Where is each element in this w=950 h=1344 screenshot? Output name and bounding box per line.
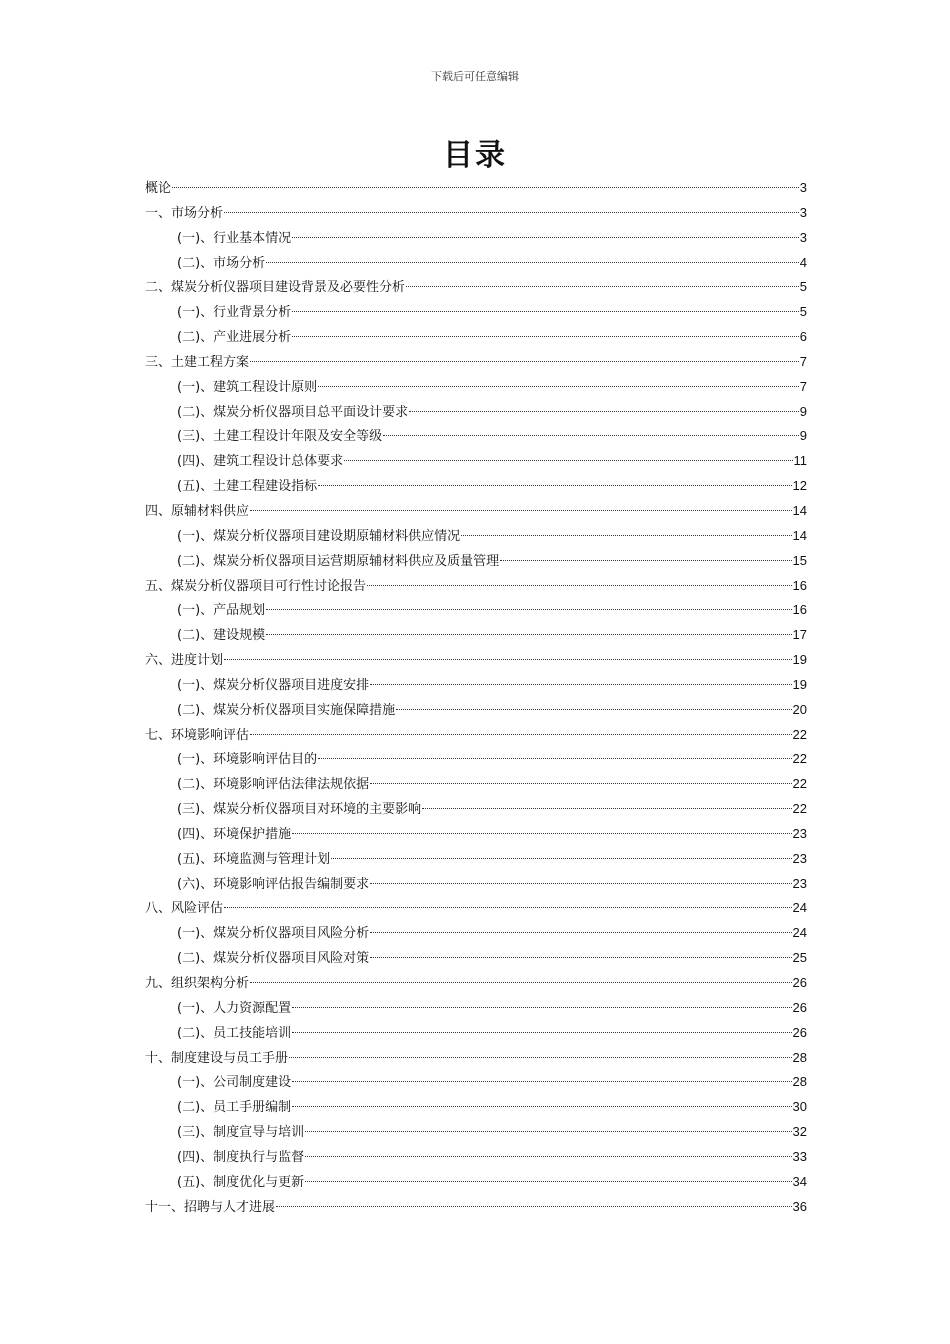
toc-entry[interactable] <box>145 1170 807 1195</box>
toc-entry[interactable] <box>145 1021 807 1046</box>
dot-leader <box>305 1181 791 1182</box>
toc-entry[interactable] <box>145 1145 807 1170</box>
toc-entry-label[interactable]: (四)、制度执行与监督 <box>177 1149 305 1165</box>
toc-entry-label[interactable]: (一)、人力资源配置 <box>177 1000 292 1016</box>
toc-page-number[interactable]: 5 <box>799 279 807 295</box>
dot-leader <box>383 435 799 436</box>
toc-page-number[interactable]: 22 <box>792 776 807 792</box>
dot-leader <box>292 833 791 834</box>
toc-entry[interactable] <box>145 822 807 847</box>
toc-page-number[interactable]: 6 <box>799 329 807 345</box>
dot-leader <box>250 510 792 511</box>
toc-entry-label[interactable]: (二)、环境影响评估法律法规依据 <box>177 777 370 793</box>
toc-entry-label[interactable]: (二)、建设规模 <box>177 628 266 644</box>
toc-entry[interactable] <box>145 1095 807 1120</box>
toc-page-number[interactable]: 22 <box>792 801 807 817</box>
dot-leader <box>422 808 791 809</box>
toc-entry-label[interactable]: (二)、产业进展分析 <box>177 330 292 346</box>
toc-entry-label[interactable]: (二)、煤炭分析仪器项目运营期原辅材料供应及质量管理 <box>177 553 500 569</box>
toc-page-number[interactable]: 3 <box>799 204 807 220</box>
toc-entry[interactable] <box>145 524 807 549</box>
toc-page-number[interactable]: 19 <box>792 676 807 692</box>
toc-entry[interactable] <box>145 673 807 698</box>
dot-leader <box>396 709 791 710</box>
dot-leader <box>250 361 799 362</box>
dot-leader <box>292 1007 791 1008</box>
toc-page-number[interactable]: 23 <box>792 825 807 841</box>
toc-page-number[interactable]: 9 <box>799 428 807 444</box>
toc-page-number[interactable]: 14 <box>792 502 807 518</box>
toc-entry[interactable] <box>145 449 807 474</box>
dot-leader <box>292 1032 791 1033</box>
toc-entry-label[interactable]: (二)、员工手册编制 <box>177 1100 292 1116</box>
toc-entry[interactable] <box>145 946 807 971</box>
dot-leader <box>172 187 799 188</box>
toc-page-number[interactable]: 26 <box>792 999 807 1015</box>
toc-entry-label[interactable]: (四)、环境保护措施 <box>177 826 292 842</box>
toc-page-number[interactable]: 4 <box>799 254 807 270</box>
toc-page-number[interactable]: 32 <box>792 1124 807 1140</box>
toc-entry[interactable] <box>145 251 807 276</box>
toc-page-number[interactable]: 23 <box>792 875 807 891</box>
toc-page-number[interactable]: 24 <box>792 925 807 941</box>
dot-leader <box>266 634 791 635</box>
dot-leader <box>370 957 791 958</box>
toc-entry[interactable] <box>145 921 807 946</box>
toc-page-number[interactable]: 17 <box>792 627 807 643</box>
toc-entry-label[interactable]: 一、市场分析 <box>145 205 224 221</box>
toc-entry[interactable] <box>145 723 807 748</box>
toc-page-number[interactable]: 16 <box>792 577 807 593</box>
toc-entry-label[interactable]: 九、组织架构分析 <box>145 976 250 991</box>
toc-entry[interactable] <box>145 549 807 574</box>
dot-leader <box>292 1106 791 1107</box>
toc-page-number[interactable]: 3 <box>799 229 807 245</box>
toc-page-number[interactable]: 36 <box>792 1198 807 1214</box>
toc-entry[interactable] <box>145 1046 807 1071</box>
toc-page-number[interactable]: 22 <box>792 751 807 767</box>
toc-entry[interactable] <box>145 226 807 251</box>
dot-leader <box>292 336 799 337</box>
toc-entry-label[interactable]: (一)、煤炭分析仪器项目进度安排 <box>177 677 370 693</box>
toc-entry-label[interactable]: (一)、环境影响评估目的 <box>177 752 318 768</box>
toc-entry[interactable] <box>145 375 807 400</box>
toc-entry[interactable] <box>145 424 807 449</box>
toc-entry-label[interactable]: 二、煤炭分析仪器项目建设背景及必要性分析 <box>145 280 406 296</box>
toc-page-number[interactable]: 20 <box>792 701 807 717</box>
toc-entry-label[interactable]: 概论 <box>145 181 172 196</box>
toc-page-number[interactable]: 28 <box>792 1074 807 1090</box>
toc-entry-label[interactable]: (三)、土建工程设计年限及安全等级 <box>177 429 383 445</box>
toc-entry[interactable] <box>145 648 807 673</box>
toc-entry[interactable] <box>145 797 807 822</box>
toc-page-number[interactable]: 28 <box>792 1049 807 1065</box>
toc-entry[interactable] <box>145 325 807 350</box>
toc-entry-label[interactable]: (三)、煤炭分析仪器项目对环境的主要影响 <box>177 802 422 818</box>
dot-leader <box>318 485 791 486</box>
dot-leader <box>370 684 791 685</box>
toc-entry[interactable] <box>145 400 807 425</box>
toc-page-number[interactable]: 5 <box>799 304 807 320</box>
toc-entry-label[interactable]: (三)、制度宣导与培训 <box>177 1125 305 1141</box>
toc-entry-label[interactable]: (二)、市场分析 <box>177 255 266 271</box>
dot-leader <box>276 1206 792 1207</box>
dot-leader <box>224 659 792 660</box>
toc-entry[interactable] <box>145 499 807 524</box>
toc-page-number[interactable]: 9 <box>799 403 807 419</box>
toc-entry[interactable] <box>145 747 807 772</box>
toc-page-number[interactable]: 22 <box>792 726 807 742</box>
toc-page-number[interactable]: 33 <box>792 1148 807 1164</box>
toc-entry-label[interactable]: (六)、环境影响评估报告编制要求 <box>177 876 370 892</box>
dot-leader <box>266 609 791 610</box>
toc-page-number[interactable]: 14 <box>792 527 807 543</box>
dot-leader <box>318 758 791 759</box>
toc-entry-label[interactable]: (二)、煤炭分析仪器项目实施保障措施 <box>177 702 396 718</box>
dot-leader <box>344 460 792 461</box>
toc-entry-label[interactable]: (一)、煤炭分析仪器项目风险分析 <box>177 926 370 942</box>
toc-entry[interactable] <box>145 598 807 623</box>
toc-entry[interactable] <box>145 896 807 921</box>
toc-entry-label[interactable]: (一)、行业基本情况 <box>177 230 292 246</box>
toc-entry-label[interactable]: (二)、煤炭分析仪器项目总平面设计要求 <box>177 404 409 420</box>
toc-entry-label[interactable]: (一)、行业背景分析 <box>177 305 292 321</box>
toc-entry-label[interactable]: (五)、土建工程建设指标 <box>177 479 318 495</box>
toc-entry-label[interactable]: 三、土建工程方案 <box>145 354 250 370</box>
dot-leader <box>500 560 791 561</box>
toc-entry-label[interactable]: 四、原辅材料供应 <box>145 503 250 519</box>
toc-entry-label[interactable]: 十一、招聘与人才进展 <box>145 1199 276 1215</box>
toc-page-number[interactable]: 12 <box>792 478 807 494</box>
toc-page-number[interactable]: 23 <box>792 850 807 866</box>
toc-entry-label[interactable]: 十、制度建设与员工手册 <box>145 1050 289 1066</box>
toc-entry-label[interactable]: 七、环境影响评估 <box>145 727 250 743</box>
dot-leader <box>409 411 799 412</box>
toc-page-number[interactable]: 11 <box>793 453 807 469</box>
dot-leader <box>305 1156 791 1157</box>
dot-leader <box>292 311 799 312</box>
toc-entry[interactable] <box>145 350 807 375</box>
toc-page-number[interactable]: 15 <box>792 552 807 568</box>
toc-entry-label[interactable]: (二)、煤炭分析仪器项目风险对策 <box>177 951 370 967</box>
toc-entry-label[interactable]: 六、进度计划 <box>145 653 224 669</box>
toc-entry-label[interactable]: (一)、公司制度建设 <box>177 1075 292 1091</box>
toc-page-number[interactable]: 34 <box>792 1173 807 1189</box>
toc-entry-label[interactable]: (二)、员工技能培训 <box>177 1025 292 1041</box>
toc-page-number[interactable]: 26 <box>792 975 807 990</box>
toc-entry-label[interactable]: (五)、制度优化与更新 <box>177 1174 305 1190</box>
toc-page-number[interactable]: 7 <box>799 353 807 369</box>
dot-leader <box>292 1081 791 1082</box>
dot-leader <box>266 262 799 263</box>
toc-entry-label[interactable]: 八、风险评估 <box>145 901 224 917</box>
dot-leader <box>250 982 792 983</box>
toc-entry[interactable] <box>145 474 807 499</box>
toc-entry-label[interactable]: 五、煤炭分析仪器项目可行性讨论报告 <box>145 578 367 594</box>
toc-entry[interactable] <box>145 996 807 1021</box>
toc-entry-label[interactable]: (四)、建筑工程设计总体要求 <box>177 454 344 470</box>
dot-leader <box>318 386 799 387</box>
dot-leader <box>289 1057 792 1058</box>
dot-leader <box>331 858 791 859</box>
toc-entry[interactable] <box>145 574 807 599</box>
dot-leader <box>224 212 799 213</box>
dot-leader <box>370 883 791 884</box>
dot-leader <box>292 237 799 238</box>
dot-leader <box>461 535 791 536</box>
toc-title: 目录 <box>443 138 507 173</box>
dot-leader <box>367 585 792 586</box>
toc-entry[interactable] <box>145 872 807 897</box>
dot-leader <box>224 907 792 908</box>
toc-page-number[interactable]: 30 <box>792 1099 807 1115</box>
toc-page-number[interactable]: 19 <box>792 652 807 668</box>
toc-entry[interactable] <box>145 847 807 872</box>
toc-entry[interactable] <box>145 698 807 723</box>
dot-leader <box>370 932 791 933</box>
toc-page-number[interactable]: 26 <box>792 1024 807 1040</box>
dot-leader <box>406 286 799 287</box>
toc-entry[interactable] <box>145 275 807 300</box>
toc-page-number[interactable]: 25 <box>792 950 807 966</box>
dot-leader <box>305 1131 791 1132</box>
toc-entry[interactable] <box>145 623 807 648</box>
dot-leader <box>250 734 792 735</box>
header-note: 下载后可任意编辑 <box>431 70 519 83</box>
toc-entry[interactable] <box>145 176 807 201</box>
toc-entry[interactable] <box>145 201 807 226</box>
toc-entry[interactable] <box>145 971 807 996</box>
toc-page-number[interactable]: 24 <box>792 900 807 916</box>
toc-entry[interactable] <box>145 1195 807 1220</box>
toc-page-number[interactable]: 3 <box>799 180 807 195</box>
toc-entry[interactable] <box>145 300 807 325</box>
toc-entry-label[interactable]: (一)、产品规划 <box>177 603 266 619</box>
toc-entry[interactable] <box>145 1120 807 1145</box>
toc-entry-label[interactable]: (一)、煤炭分析仪器项目建设期原辅材料供应情况 <box>177 528 461 544</box>
toc-page-number[interactable]: 16 <box>792 602 807 618</box>
toc-entry-label[interactable]: (一)、建筑工程设计原则 <box>177 379 318 395</box>
dot-leader <box>370 783 791 784</box>
toc-page-number[interactable]: 7 <box>799 378 807 394</box>
toc-entry[interactable] <box>145 1070 807 1095</box>
table-of-contents <box>145 176 807 1219</box>
toc-entry[interactable] <box>145 772 807 797</box>
toc-entry-label[interactable]: (五)、环境监测与管理计划 <box>177 851 331 867</box>
